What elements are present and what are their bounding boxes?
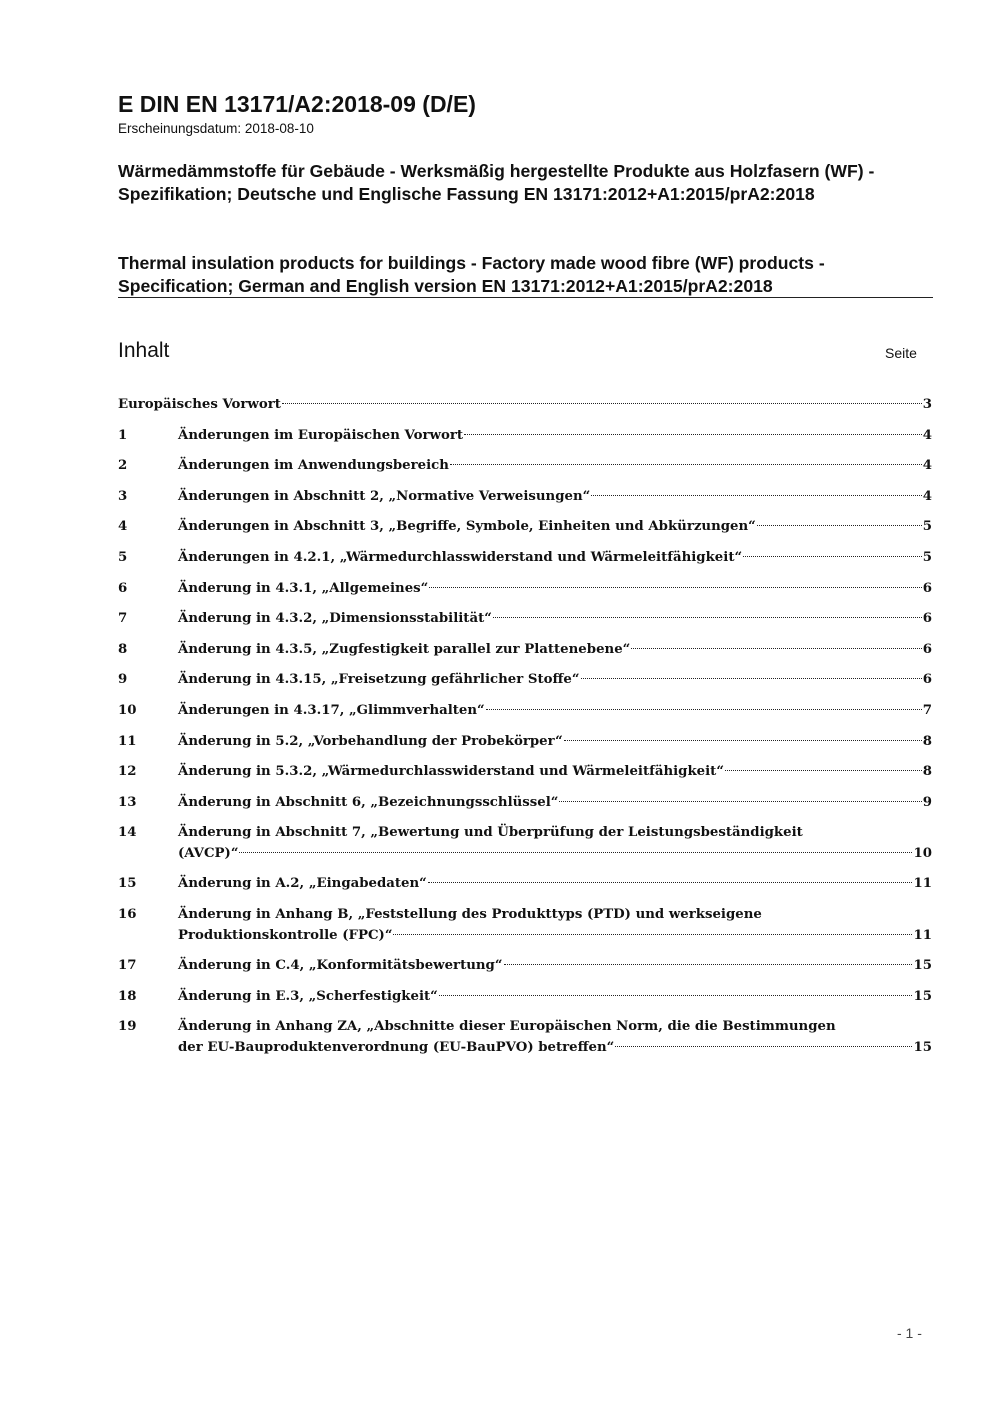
toc-entry-page: 15 [913, 1040, 932, 1056]
toc-entry[interactable] [118, 822, 932, 873]
toc-entry-title: Änderung in C.4, „Konformitätsbewertung“ [178, 957, 503, 973]
toc-entry-line [178, 822, 932, 843]
toc-entry-body [178, 873, 932, 894]
toc-entry-page: 6 [922, 672, 932, 688]
toc-entry-body [178, 1016, 932, 1058]
toc-dot-leader [282, 403, 922, 404]
toc-page-column-label: Seite [885, 345, 917, 361]
toc-entry-title: Änderungen in Abschnitt 3, „Begriffe, Symbole, Einheiten und Abkürzungen“ [178, 519, 756, 535]
toc-entry[interactable] [118, 761, 932, 792]
toc-entry-body [178, 516, 932, 537]
toc-entry-title: Änderung in A.2, „Eingabedaten“ [178, 876, 427, 892]
toc-dot-leader [464, 434, 922, 435]
toc-entry-page: 7 [922, 702, 932, 718]
toc-entry-line [178, 1016, 932, 1037]
toc-dot-leader [581, 678, 922, 679]
toc-entry-line [178, 578, 932, 599]
toc-entry[interactable] [118, 792, 932, 823]
publication-date: Erscheinungsdatum: 2018-08-10 [118, 121, 314, 136]
toc-entry-title: (AVCP)“ [178, 846, 239, 862]
toc-dot-leader [493, 617, 922, 618]
toc-entry-page: 4 [922, 488, 932, 504]
toc-entry-line [178, 669, 932, 690]
toc-entry-line [178, 639, 932, 660]
toc-entry-body [178, 578, 932, 599]
toc-entry-body [178, 986, 932, 1007]
toc-entry-line [178, 700, 932, 721]
toc-entry[interactable] [118, 639, 932, 670]
toc-entry-line [178, 1037, 932, 1058]
toc-entry-title: Änderung in Anhang B, „Feststellung des Produkttyps (PTD) und werkseigene [178, 906, 762, 922]
toc-entry-line [178, 792, 932, 813]
toc-heading: Inhalt [118, 339, 170, 362]
toc-entry[interactable] [118, 700, 932, 731]
toc-entry-body [178, 822, 932, 864]
toc-entry-line [178, 516, 932, 537]
toc-entry-title: Europäisches Vorwort [118, 397, 281, 412]
toc-entry-line [178, 731, 932, 752]
toc-dot-leader [428, 882, 913, 883]
toc-entry[interactable] [118, 547, 932, 578]
toc-entry-title: Änderung in 5.2, „Vorbehandlung der Probekörper“ [178, 733, 563, 749]
toc-entry-page: 11 [913, 876, 932, 892]
toc-entry-page: 3 [922, 397, 932, 412]
toc-entry-page: 9 [922, 794, 932, 810]
toc-entry-body [178, 486, 932, 507]
toc-entry-title: Änderung in 4.3.5, „Zugfestigkeit parallel zur Plattenebene“ [178, 641, 631, 657]
toc-dot-leader [564, 740, 922, 741]
toc-dot-leader [725, 770, 922, 771]
toc-entry-page: 8 [922, 733, 932, 749]
toc-entry-number: 11 [118, 733, 137, 749]
toc-entry-number: 7 [118, 611, 128, 627]
toc-entry-title: Änderung in Anhang ZA, „Abschnitte dieser Europäischen Norm, die die Bestimmungen [178, 1019, 836, 1035]
toc-entry-body [178, 455, 932, 476]
toc-entry-body [178, 608, 932, 629]
toc-entry-body [118, 394, 932, 415]
toc-entry-line [178, 608, 932, 629]
toc-entry-line [178, 873, 932, 894]
toc-entry[interactable] [118, 986, 932, 1017]
toc-entry-number: 5 [118, 549, 128, 565]
toc-entry-number: 12 [118, 764, 137, 780]
toc-entry-line [178, 955, 932, 976]
toc-dot-leader [591, 495, 921, 496]
toc-entry[interactable] [118, 516, 932, 547]
toc-entry[interactable] [118, 955, 932, 986]
title-german: Wärmedämmstoffe für Gebäude - Werksmäßig hergestellte Produkte aus Holzfasern (WF) - Spezifikation; Deutsche und Englische Fassung EN 13171:2012+A1:2015/prA2:2018 [118, 161, 875, 204]
toc-entry-title: Änderungen in 4.2.1, „Wärmedurchlasswiderstand und Wärmeleitfähigkeit“ [178, 549, 743, 565]
page-number: - 1 - [897, 1325, 922, 1341]
toc-entry-page: 5 [922, 549, 932, 565]
toc-entry-body [178, 700, 932, 721]
toc-entry-number: 4 [118, 519, 128, 535]
toc-entry-body [178, 669, 932, 690]
toc-entry-page: 15 [913, 957, 932, 973]
toc-entry[interactable] [118, 486, 932, 517]
toc-entry-line [178, 761, 932, 782]
toc-dot-leader [429, 587, 921, 588]
toc-dot-leader [559, 801, 921, 802]
toc-entry-number: 9 [118, 672, 128, 688]
toc-entry-page: 11 [913, 927, 932, 943]
toc-entry[interactable] [118, 1016, 932, 1067]
toc-entry-number: 6 [118, 580, 128, 596]
toc-entry-line [178, 925, 932, 946]
toc-entry-body [178, 955, 932, 976]
toc-entry-page: 6 [922, 580, 932, 596]
toc-entry-title: Änderung in 4.3.15, „Freisetzung gefährlicher Stoffe“ [178, 672, 580, 688]
toc-entry-title: Änderungen im Europäischen Vorwort [178, 427, 463, 443]
toc-dot-leader [757, 525, 922, 526]
toc-entry-title: Änderungen in Abschnitt 2, „Normative Verweisungen“ [178, 488, 591, 504]
toc-entry-page: 4 [922, 427, 932, 443]
toc-entry-number: 13 [118, 794, 137, 810]
toc-entry-line [118, 394, 932, 415]
toc-entry-title: Änderung in 4.3.2, „Dimensionsstabilität“ [178, 611, 492, 627]
toc-entry[interactable] [118, 425, 932, 456]
toc-entry-body [178, 731, 932, 752]
toc-entry-number: 15 [118, 876, 137, 892]
toc-entry-number: 14 [118, 825, 137, 841]
toc-entry-page: 4 [922, 458, 932, 474]
toc-entry[interactable] [118, 578, 932, 609]
toc-entry-number: 10 [118, 702, 137, 718]
toc-entry[interactable] [118, 455, 932, 486]
toc-entry-page: 5 [922, 519, 932, 535]
toc-entry-title: Änderung in 4.3.1, „Allgemeines“ [178, 580, 429, 596]
toc-dot-leader [239, 852, 912, 853]
toc-entry-title: der EU-Bauproduktenverordnung (EU-BauPVO) betreffen“ [178, 1040, 615, 1056]
title-divider [118, 297, 933, 298]
toc-entry-line [178, 486, 932, 507]
toc-entry-title: Änderungen in 4.3.17, „Glimmverhalten“ [178, 702, 485, 718]
toc-entry-number: 19 [118, 1019, 137, 1035]
toc-entry-body [178, 425, 932, 446]
table-of-contents [118, 394, 932, 1067]
toc-entry-line [178, 547, 932, 568]
toc-entry-title: Produktionskontrolle (FPC)“ [178, 927, 393, 943]
toc-entry-title: Änderungen im Anwendungsbereich [178, 458, 449, 474]
toc-entry-title: Änderung in 5.3.2, „Wärmedurchlasswiderstand und Wärmeleitfähigkeit“ [178, 764, 724, 780]
toc-entry[interactable] [118, 731, 932, 762]
toc-dot-leader [631, 648, 921, 649]
toc-dot-leader [504, 964, 913, 965]
toc-entry-number: 16 [118, 906, 137, 922]
toc-entry[interactable] [118, 669, 932, 700]
title-english: Thermal insulation products for buildings - Factory made wood fibre (WF) products - Specification; German and English version EN 13171:2012+A1:2015/prA2:2018 [118, 253, 825, 296]
toc-entry-line [178, 986, 932, 1007]
toc-entry-body [178, 639, 932, 660]
toc-entry-line [178, 904, 932, 925]
toc-entry-number: 1 [118, 427, 128, 443]
toc-dot-leader [486, 709, 922, 710]
toc-entry-line [178, 425, 932, 446]
toc-entry-number: 18 [118, 988, 137, 1004]
toc-dot-leader [615, 1046, 912, 1047]
toc-entry-number: 17 [118, 957, 137, 973]
toc-entry-page: 10 [913, 846, 932, 862]
toc-entry[interactable] [118, 873, 932, 904]
toc-entry-body [178, 761, 932, 782]
toc-entry[interactable] [118, 394, 932, 425]
toc-entry-title: Änderung in Abschnitt 6, „Bezeichnungsschlüssel“ [178, 794, 559, 810]
document-id: E DIN EN 13171/A2:2018-09 (D/E) [118, 91, 476, 117]
toc-dot-leader [450, 464, 922, 465]
toc-entry-page: 15 [913, 988, 932, 1004]
toc-entry-body [178, 792, 932, 813]
toc-entry-body [178, 547, 932, 568]
toc-entry-number: 3 [118, 488, 128, 504]
toc-entry-line [178, 843, 932, 864]
toc-entry-title: Änderung in Abschnitt 7, „Bewertung und Überprüfung der Leistungsbeständigkeit [178, 825, 803, 841]
toc-entry-page: 6 [922, 641, 932, 657]
toc-dot-leader [743, 556, 922, 557]
toc-entry-body [178, 904, 932, 946]
toc-entry[interactable] [118, 608, 932, 639]
toc-entry-line [178, 455, 932, 476]
toc-dot-leader [393, 934, 912, 935]
toc-entry-title: Änderung in E.3, „Scherfestigkeit“ [178, 988, 438, 1004]
toc-entry-number: 8 [118, 641, 128, 657]
toc-entry-number: 2 [118, 458, 128, 474]
toc-entry-page: 8 [922, 764, 932, 780]
toc-entry[interactable] [118, 904, 932, 955]
toc-dot-leader [439, 995, 913, 996]
toc-entry-page: 6 [922, 611, 932, 627]
